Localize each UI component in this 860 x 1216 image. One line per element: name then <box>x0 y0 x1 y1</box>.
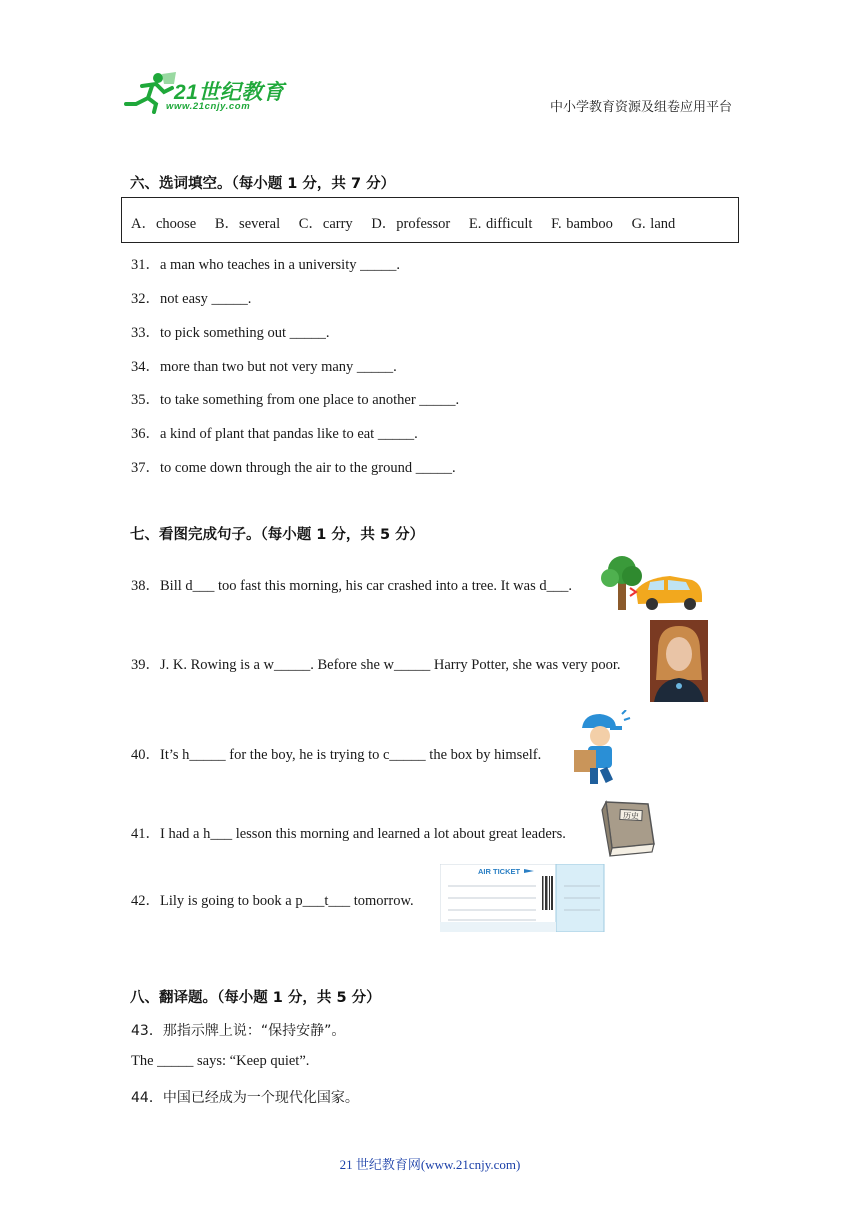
section-8-title: 八、翻译题。（每小题 1 分，共 5 分） <box>130 990 381 1006</box>
word-option: F. bamboo <box>551 216 613 232</box>
question-41: 41．I had a h___ lesson this morning and learned a lot about great leaders. <box>131 826 566 842</box>
ticket-title: AIR TICKET <box>478 867 521 876</box>
question-34: 34．more than two but not very many _____. <box>131 359 397 375</box>
question-38: 38．Bill d___ too fast this morning, his car crashed into a tree. It was d___. <box>131 578 572 594</box>
question-40: 40．It’s h_____ for the boy, he is trying to c_____ the box by himself. <box>131 747 542 763</box>
footer-link[interactable]: 21 世纪教育网(www.21cnjy.com) <box>339 1157 521 1172</box>
logo-url: www.21cnjy.com <box>166 101 251 112</box>
word-option: B．several <box>214 216 281 232</box>
air-ticket-image <box>440 864 606 932</box>
header-platform-text: 中小学教育资源及组卷应用平台 <box>549 100 732 115</box>
question-44-chinese: 44．中国已经成为一个现代化国家。 <box>131 1090 359 1106</box>
question-39: 39．J. K. Rowing is a w_____. Before she w_____ Harry Potter, she was very poor. <box>131 657 621 673</box>
portrait-photo <box>650 620 708 702</box>
boy-carrying-box-image <box>570 710 632 792</box>
word-options <box>131 212 689 233</box>
question-36: 36．a kind of plant that pandas like to eat _____. <box>131 426 418 442</box>
car-crash-image <box>600 550 706 614</box>
history-book-image <box>594 798 658 862</box>
section-7-title: 七、看图完成句子。（每小题 1 分，共 5 分） <box>130 527 425 543</box>
question-43-chinese: 43．那指示牌上说：“保持安静”。 <box>131 1023 346 1039</box>
section-6-title: 六、选词填空。（每小题 1 分，共 7 分） <box>130 176 396 192</box>
book-title: 历史 <box>622 811 640 821</box>
question-42: 42．Lily is going to book a p___t___ tomorrow. <box>131 893 414 909</box>
word-option: C．carry <box>298 216 353 232</box>
logo-text: 21世纪教育 <box>174 81 285 104</box>
question-37: 37．to come down through the air to the ground _____. <box>131 460 456 476</box>
question-35: 35．to take something from one place to another _____. <box>131 392 460 408</box>
site-logo <box>122 70 292 116</box>
question-33: 33．to pick something out _____. <box>131 325 330 341</box>
word-options-box <box>121 197 739 243</box>
word-option: A．choose <box>131 216 197 232</box>
word-option: D．professor <box>371 216 451 232</box>
word-option: E. difficult <box>468 216 533 232</box>
question-31: 31．a man who teaches in a university _____. <box>131 257 400 273</box>
word-option: G. land <box>631 216 676 232</box>
question-32: 32．not easy _____. <box>131 291 252 307</box>
question-43-english: The _____ says: “Keep quiet”. <box>131 1053 310 1069</box>
